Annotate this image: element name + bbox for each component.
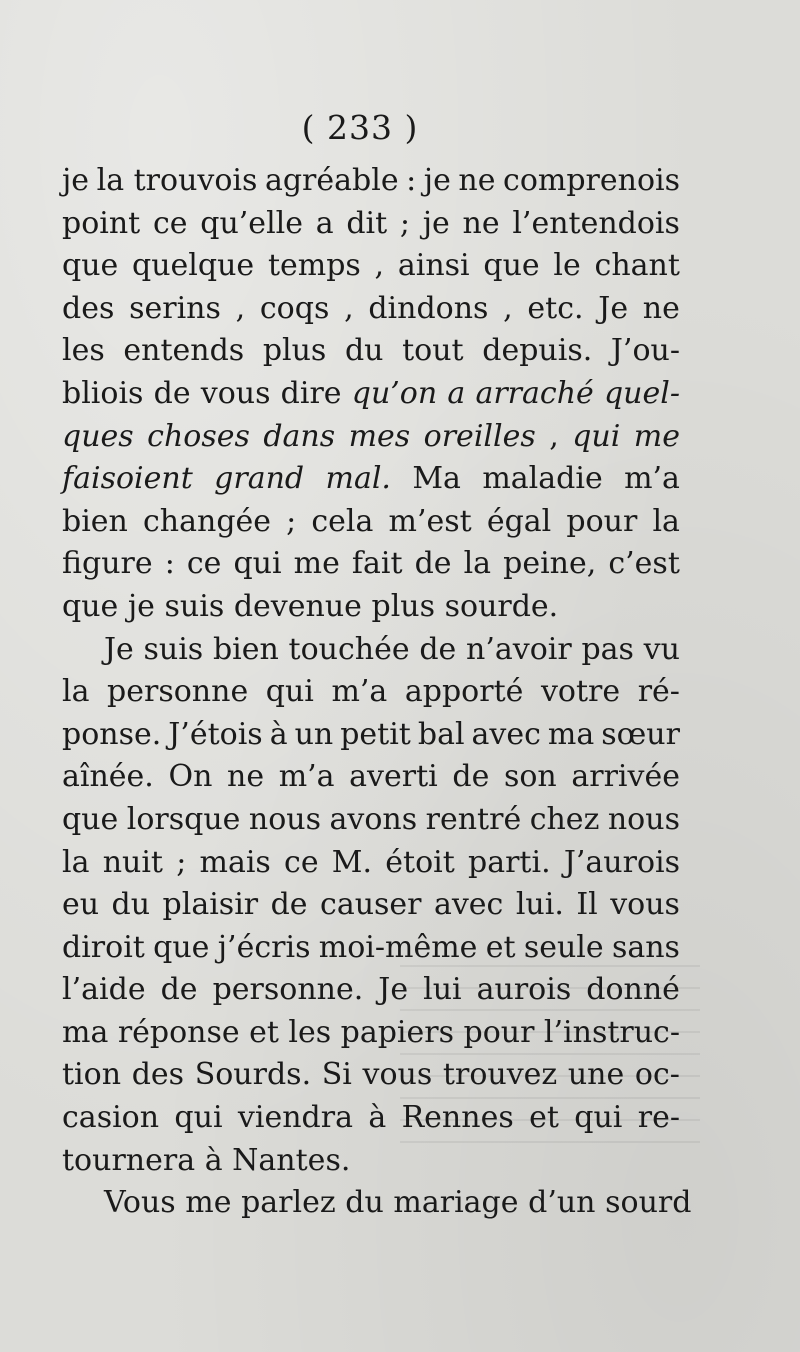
word: Je bbox=[104, 631, 134, 667]
word: bien bbox=[212, 631, 279, 667]
word: la bbox=[62, 844, 90, 880]
word: que bbox=[62, 801, 119, 837]
word: du bbox=[111, 887, 151, 923]
word: ; bbox=[286, 503, 297, 539]
word: me bbox=[293, 546, 340, 582]
text-line bbox=[62, 1012, 680, 1055]
word: entends bbox=[123, 333, 245, 369]
word: : bbox=[406, 163, 417, 198]
word: qu’on bbox=[351, 375, 438, 411]
word: à bbox=[204, 1142, 223, 1178]
word: vu bbox=[643, 631, 680, 667]
text-line bbox=[62, 458, 680, 501]
word: quelque bbox=[132, 248, 255, 284]
word: m’a bbox=[331, 674, 388, 710]
word: j’écris bbox=[217, 929, 311, 965]
word: ré- bbox=[637, 674, 680, 710]
word: qui bbox=[233, 546, 282, 582]
word: avec bbox=[471, 716, 541, 752]
word: ce bbox=[284, 844, 319, 880]
word: des bbox=[131, 1057, 185, 1093]
word: , bbox=[344, 290, 354, 326]
word: Rennes bbox=[401, 1100, 514, 1136]
word: plaisir bbox=[162, 887, 259, 923]
page-number: ( 233 ) bbox=[301, 108, 419, 147]
word: et bbox=[249, 1014, 279, 1050]
word: pour bbox=[566, 503, 638, 539]
word: agréable bbox=[264, 163, 399, 198]
word: a bbox=[447, 375, 466, 411]
word: mariage bbox=[393, 1185, 519, 1221]
word: suis bbox=[143, 631, 204, 667]
word: J’ou- bbox=[610, 333, 680, 369]
word: de bbox=[270, 887, 308, 923]
word: pour bbox=[463, 1014, 535, 1050]
word: les bbox=[288, 1014, 332, 1050]
word: et bbox=[529, 1100, 559, 1136]
word: m’a bbox=[624, 461, 680, 497]
text-line bbox=[62, 1054, 680, 1097]
text-line bbox=[62, 756, 680, 799]
text-line bbox=[62, 288, 680, 331]
word: aînée. bbox=[62, 759, 154, 795]
word: je bbox=[62, 163, 90, 198]
word: dire bbox=[280, 375, 342, 411]
word: personne bbox=[107, 674, 249, 710]
word: un bbox=[294, 716, 334, 752]
word: quel- bbox=[603, 375, 680, 411]
word: plus bbox=[262, 333, 327, 369]
word: fait bbox=[351, 546, 403, 582]
word: l’aide bbox=[62, 972, 146, 1008]
word: J’étois bbox=[168, 716, 263, 752]
word: figure bbox=[62, 546, 153, 582]
word: dindons bbox=[368, 290, 489, 326]
word: bliois bbox=[62, 375, 144, 411]
word: son bbox=[503, 759, 557, 795]
text-line bbox=[62, 501, 680, 544]
word: parti. bbox=[468, 844, 551, 880]
word: ne bbox=[462, 205, 500, 241]
word: la trouvois bbox=[96, 163, 258, 198]
word: qui bbox=[265, 674, 314, 710]
word: , bbox=[235, 290, 246, 326]
word: bien bbox=[62, 503, 128, 539]
word: ainsi bbox=[397, 248, 470, 284]
text-line bbox=[62, 969, 680, 1012]
word: ne bbox=[642, 290, 680, 326]
text-line bbox=[62, 416, 680, 459]
text-line bbox=[62, 714, 680, 757]
text-line bbox=[62, 799, 680, 842]
word: dans bbox=[263, 418, 336, 454]
text-line bbox=[62, 245, 680, 288]
word: aurois bbox=[476, 972, 572, 1008]
word: : bbox=[164, 546, 175, 582]
word: je bbox=[422, 205, 450, 241]
word: mal. bbox=[325, 461, 391, 497]
word: oreilles bbox=[423, 418, 536, 454]
word: temps bbox=[267, 248, 361, 284]
word: depuis. bbox=[482, 333, 593, 369]
word: eu bbox=[62, 887, 100, 923]
word: qui bbox=[174, 1100, 223, 1136]
word: avec bbox=[433, 887, 504, 923]
word: à bbox=[368, 1100, 387, 1136]
word: sourde. bbox=[444, 588, 559, 624]
word: changée bbox=[142, 503, 272, 539]
word: que bbox=[153, 929, 210, 965]
word: égal bbox=[486, 503, 552, 539]
word: qui bbox=[574, 1100, 623, 1136]
word: diroit bbox=[62, 929, 145, 965]
word: et bbox=[485, 929, 516, 965]
text-line bbox=[62, 1140, 680, 1183]
word: avons bbox=[329, 801, 418, 837]
word: Ma bbox=[412, 461, 461, 497]
word: je bbox=[423, 163, 451, 198]
word: ; bbox=[399, 205, 411, 241]
word: sans bbox=[611, 929, 680, 965]
word: n’avoir bbox=[466, 631, 572, 667]
text-line bbox=[62, 586, 680, 629]
word: pas bbox=[581, 631, 634, 667]
word: Si bbox=[321, 1057, 352, 1093]
word: une bbox=[567, 1057, 625, 1093]
word: seule bbox=[523, 929, 604, 965]
word: la bbox=[652, 503, 680, 539]
word: ponse. bbox=[62, 716, 162, 752]
word: l’entendois bbox=[512, 205, 680, 241]
word: J’aurois bbox=[563, 844, 680, 880]
word: Sourds. bbox=[194, 1057, 312, 1093]
word: ce bbox=[152, 205, 188, 241]
word: tion bbox=[62, 1057, 122, 1093]
word: de bbox=[452, 759, 490, 795]
word: Il bbox=[576, 887, 598, 923]
text-line bbox=[62, 884, 680, 927]
word: ce bbox=[186, 546, 222, 582]
paragraph bbox=[62, 160, 680, 629]
word: donné bbox=[586, 972, 680, 1008]
word: lui bbox=[423, 972, 462, 1008]
paragraph bbox=[62, 1182, 692, 1225]
word: c’est bbox=[608, 546, 680, 582]
text-line bbox=[62, 330, 680, 373]
word: arraché bbox=[475, 375, 594, 411]
text-line bbox=[62, 543, 680, 586]
word: trouvez bbox=[442, 1057, 558, 1093]
word: mais bbox=[199, 844, 271, 880]
word: casion bbox=[62, 1100, 160, 1136]
text-line bbox=[62, 927, 680, 970]
word: chez bbox=[529, 801, 600, 837]
word: touchée bbox=[288, 631, 410, 667]
word: du bbox=[345, 1185, 384, 1221]
word: que bbox=[62, 588, 119, 624]
word: ; bbox=[176, 844, 187, 880]
word: ne bbox=[227, 759, 265, 795]
word: papiers bbox=[340, 1014, 455, 1050]
text-line bbox=[62, 629, 680, 672]
word: petit bbox=[340, 716, 411, 752]
word: apporté bbox=[404, 674, 524, 710]
word: causer bbox=[320, 887, 422, 923]
word: Je bbox=[378, 972, 409, 1008]
word: je bbox=[127, 588, 155, 624]
word: Vous bbox=[104, 1185, 176, 1221]
word: des bbox=[62, 290, 115, 326]
word: dit bbox=[346, 205, 388, 241]
word: votre bbox=[540, 674, 621, 710]
word: tournera bbox=[62, 1142, 196, 1178]
word: bal bbox=[417, 716, 465, 752]
text-line bbox=[62, 1182, 692, 1225]
word: de bbox=[160, 972, 198, 1008]
word: lorsque bbox=[126, 801, 241, 837]
word: nous bbox=[607, 801, 680, 837]
word: que bbox=[483, 248, 540, 284]
word: d’un bbox=[528, 1185, 596, 1221]
word: vous bbox=[610, 887, 680, 923]
word: sourd bbox=[605, 1185, 692, 1221]
word: comprenois bbox=[503, 163, 680, 198]
word: chant bbox=[594, 248, 680, 284]
word: qu’elle bbox=[200, 205, 304, 241]
word: Je bbox=[598, 290, 629, 326]
word: m’est bbox=[388, 503, 472, 539]
word: les bbox=[62, 333, 105, 369]
word: sœur bbox=[601, 716, 680, 752]
word: point bbox=[62, 205, 141, 241]
word: ne bbox=[458, 163, 496, 198]
word: vous bbox=[362, 1057, 433, 1093]
word: choses bbox=[147, 418, 250, 454]
word: M. bbox=[331, 844, 373, 880]
word: de bbox=[419, 631, 457, 667]
word: Nantes. bbox=[232, 1142, 351, 1178]
word: la bbox=[62, 674, 90, 710]
word: , bbox=[503, 290, 513, 326]
word: re- bbox=[637, 1100, 680, 1136]
word: On bbox=[168, 759, 213, 795]
word: viendra bbox=[237, 1100, 353, 1136]
word: tout bbox=[402, 333, 464, 369]
word: étoit bbox=[385, 844, 455, 880]
word: à bbox=[269, 716, 288, 752]
word: m’a bbox=[278, 759, 335, 795]
word: a bbox=[315, 205, 334, 241]
text-line bbox=[62, 160, 680, 203]
word: la bbox=[463, 546, 492, 582]
word: mes bbox=[348, 418, 411, 454]
word: oc- bbox=[634, 1057, 680, 1093]
word: arrivée bbox=[571, 759, 680, 795]
body-text bbox=[62, 160, 692, 1225]
word: nous bbox=[248, 801, 322, 837]
word: réponse bbox=[117, 1014, 240, 1050]
word: que bbox=[62, 248, 119, 284]
word: me bbox=[185, 1185, 232, 1221]
word: parlez bbox=[241, 1185, 336, 1221]
word: grand bbox=[214, 461, 305, 497]
word: averti bbox=[349, 759, 438, 795]
word: de bbox=[153, 375, 191, 411]
text-line bbox=[62, 373, 680, 416]
paragraph bbox=[62, 629, 680, 1183]
word: moi-même bbox=[318, 929, 478, 965]
word: plus bbox=[371, 588, 436, 624]
text-line bbox=[62, 203, 680, 246]
word: cela bbox=[311, 503, 374, 539]
word: peine, bbox=[503, 546, 597, 582]
word: du bbox=[344, 333, 384, 369]
word: faisoient bbox=[62, 461, 193, 497]
word: devenue bbox=[233, 588, 362, 624]
word: rentré bbox=[425, 801, 522, 837]
text-line bbox=[62, 671, 680, 714]
word: de bbox=[414, 546, 452, 582]
word: me bbox=[633, 418, 680, 454]
word: vous bbox=[200, 375, 271, 411]
word: ques bbox=[62, 418, 134, 454]
word: lui. bbox=[515, 887, 564, 923]
text-line bbox=[62, 1097, 680, 1140]
word: serins bbox=[129, 290, 221, 326]
word: maladie bbox=[482, 461, 603, 497]
word: personne. bbox=[212, 972, 364, 1008]
text-line bbox=[62, 842, 680, 885]
word: suis bbox=[164, 588, 225, 624]
word: coqs bbox=[259, 290, 330, 326]
word: etc. bbox=[527, 290, 584, 326]
word: , bbox=[374, 248, 385, 284]
word: ma bbox=[62, 1014, 109, 1050]
word: , bbox=[549, 418, 559, 454]
word: qui bbox=[572, 418, 621, 454]
word: le bbox=[553, 248, 581, 284]
word: nuit bbox=[102, 844, 163, 880]
word: ma bbox=[547, 716, 595, 752]
word: l’instruc- bbox=[543, 1014, 680, 1050]
